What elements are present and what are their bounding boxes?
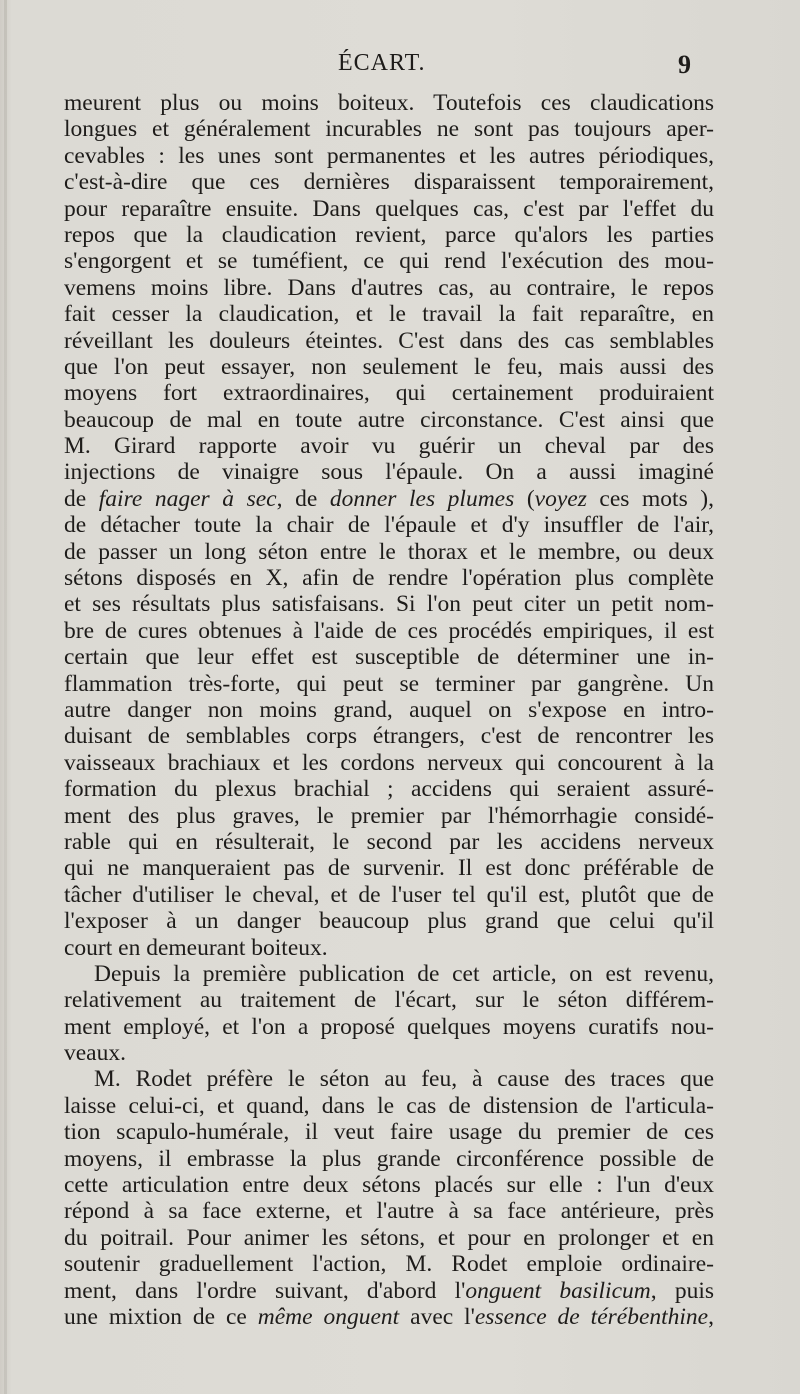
page-number: 9 bbox=[678, 50, 691, 79]
text-line: tion scapulo-humérale, il veut faire usage du premier de ces bbox=[64, 1119, 714, 1146]
paragraph-2 bbox=[64, 961, 714, 1067]
text-run: avec l' bbox=[399, 1303, 475, 1330]
text-line: soutenir graduellement l'action, M. Rodet emploie ordinaire- bbox=[64, 1251, 714, 1278]
text-line: ment des plus graves, le premier par l'hémorrhagie considé- bbox=[64, 802, 714, 829]
italic-term: onguent basilicum bbox=[465, 1277, 651, 1304]
text-line: moyens fort extraordinaires, qui certainement produiraient bbox=[64, 380, 714, 407]
text-line: c'est-à-dire que ces dernières disparaissent temporairement, bbox=[64, 169, 714, 196]
text-run: ces mots ), bbox=[586, 485, 714, 512]
text-line-with-italics bbox=[64, 486, 714, 512]
text-line-with-italics bbox=[64, 1304, 714, 1330]
text-line: formation du plexus brachial ; accidens qui seraient assuré- bbox=[64, 776, 714, 803]
text-run: de bbox=[64, 485, 99, 512]
text-line: injections de vinaigre sous l'épaule. On a aussi imaginé bbox=[64, 459, 714, 486]
text-line: bre de cures obtenues à l'aide de ces procédés empiriques, il est bbox=[64, 617, 714, 644]
text-line: autre danger non moins grand, auquel on s'expose en intro- bbox=[64, 696, 714, 723]
text-line-indented: Depuis la première publication de cet article, on est revenu, bbox=[94, 960, 714, 987]
text-line: de détacher toute la chair de l'épaule et d'y insuffler de l'air, bbox=[64, 512, 714, 539]
text-line: du poitrail. Pour animer les sétons, et pour en prolonger et en bbox=[64, 1224, 714, 1251]
text-run: , bbox=[708, 1303, 714, 1330]
text-line-last: veaux. bbox=[64, 1040, 126, 1067]
text-line: duisant de semblables corps étrangers, c'est de rencontrer les bbox=[64, 723, 714, 750]
text-line: flammation très-forte, qui peut se terminer par gangrène. Un bbox=[64, 670, 714, 697]
text-line: rable qui en résulterait, le second par les accidens nerveux bbox=[64, 828, 714, 855]
text-line: longues et généralement incurables ne sont pas toujours aper- bbox=[64, 116, 714, 143]
text-line: de passer un long séton entre le thorax et le membre, ou deux bbox=[64, 538, 714, 565]
page-header bbox=[0, 50, 800, 86]
text-line: beaucoup de mal en toute autre circonstance. C'est ainsi que bbox=[64, 406, 714, 433]
text-line: repos que la claudication revient, parce qu'alors les parties bbox=[64, 221, 714, 248]
text-line: cette articulation entre deux sétons placés sur elle : l'un d'eux bbox=[64, 1172, 714, 1199]
text-line: tâcher d'utiliser le cheval, et de l'user tel qu'il est, plutôt que de bbox=[64, 881, 714, 908]
text-line: vemens moins libre. Dans d'autres cas, au contraire, le repos bbox=[64, 274, 714, 301]
text-run: une mixtion de ce bbox=[64, 1303, 258, 1330]
text-line: fait cesser la claudication, et le travail la fait reparaître, en bbox=[64, 301, 714, 328]
italic-term: même onguent bbox=[257, 1303, 400, 1330]
text-line: pour reparaître ensuite. Dans quelques cas, c'est par l'effet du bbox=[64, 195, 714, 222]
binding-edge bbox=[4, 0, 7, 1394]
text-line: s'engorgent et se tuméfient, ce qui rend l'exécution des mou- bbox=[64, 248, 714, 275]
text-line: et ses résultats plus satisfaisans. Si l'on peut citer un petit nom- bbox=[64, 591, 714, 618]
text-line: réveillant les douleurs éteintes. C'est dans des cas semblables bbox=[64, 327, 714, 354]
text-line: répond à sa face externe, et l'autre à sa face antérieure, près bbox=[64, 1198, 714, 1225]
text-line: laisse celui-ci, et quand, dans le cas de distension de l'articula- bbox=[64, 1092, 714, 1119]
italic-term: donner les plumes bbox=[329, 485, 515, 512]
text-run: ( bbox=[514, 485, 535, 512]
text-line-indented: M. Rodet préfère le séton au feu, à cause des traces que bbox=[94, 1066, 714, 1093]
text-line: ment employé, et l'on a proposé quelques moyens curatifs nou- bbox=[64, 1013, 714, 1040]
text-run: , de bbox=[276, 485, 330, 512]
running-head: ÉCART. bbox=[338, 50, 426, 76]
text-run: ment, dans l'ordre suivant, d'abord l' bbox=[64, 1277, 466, 1304]
text-line: qui ne manqueraient pas de survenir. Il est donc préférable de bbox=[64, 855, 714, 882]
text-line: cevables : les unes sont permanentes et les autres périodiques, bbox=[64, 142, 714, 169]
body-text bbox=[64, 90, 714, 1330]
text-line: meurent plus ou moins boiteux. Toutefois ces claudications bbox=[64, 90, 714, 116]
italic-term: voyez bbox=[534, 485, 587, 512]
text-line: relativement au traitement de l'écart, sur le séton différem- bbox=[64, 987, 714, 1014]
text-line: sétons disposés en X, afin de rendre l'opération plus complète bbox=[64, 565, 714, 592]
text-line: l'exposer à un danger beaucoup plus grand que celui qu'il bbox=[64, 908, 714, 935]
text-line: vaisseaux brachiaux et les cordons nerveux qui concourent à la bbox=[64, 749, 714, 776]
italic-term: faire nager à sec bbox=[98, 485, 277, 512]
italic-term: essence de térébenthine bbox=[474, 1303, 709, 1330]
text-line-with-italics bbox=[64, 1278, 714, 1304]
paragraph-3 bbox=[64, 1066, 714, 1330]
text-line: M. Girard rapporte avoir vu guérir un cheval par des bbox=[64, 433, 714, 460]
text-line: moyens, il embrasse la plus grande circonférence possible de bbox=[64, 1145, 714, 1172]
text-line-last: court en demeurant boiteux. bbox=[64, 934, 328, 961]
paragraph-1 bbox=[64, 90, 714, 961]
text-line: certain que leur effet est susceptible de déterminer une in- bbox=[64, 644, 714, 671]
text-line: que l'on peut essayer, non seulement le feu, mais aussi des bbox=[64, 353, 714, 380]
text-run: , puis bbox=[650, 1277, 714, 1304]
